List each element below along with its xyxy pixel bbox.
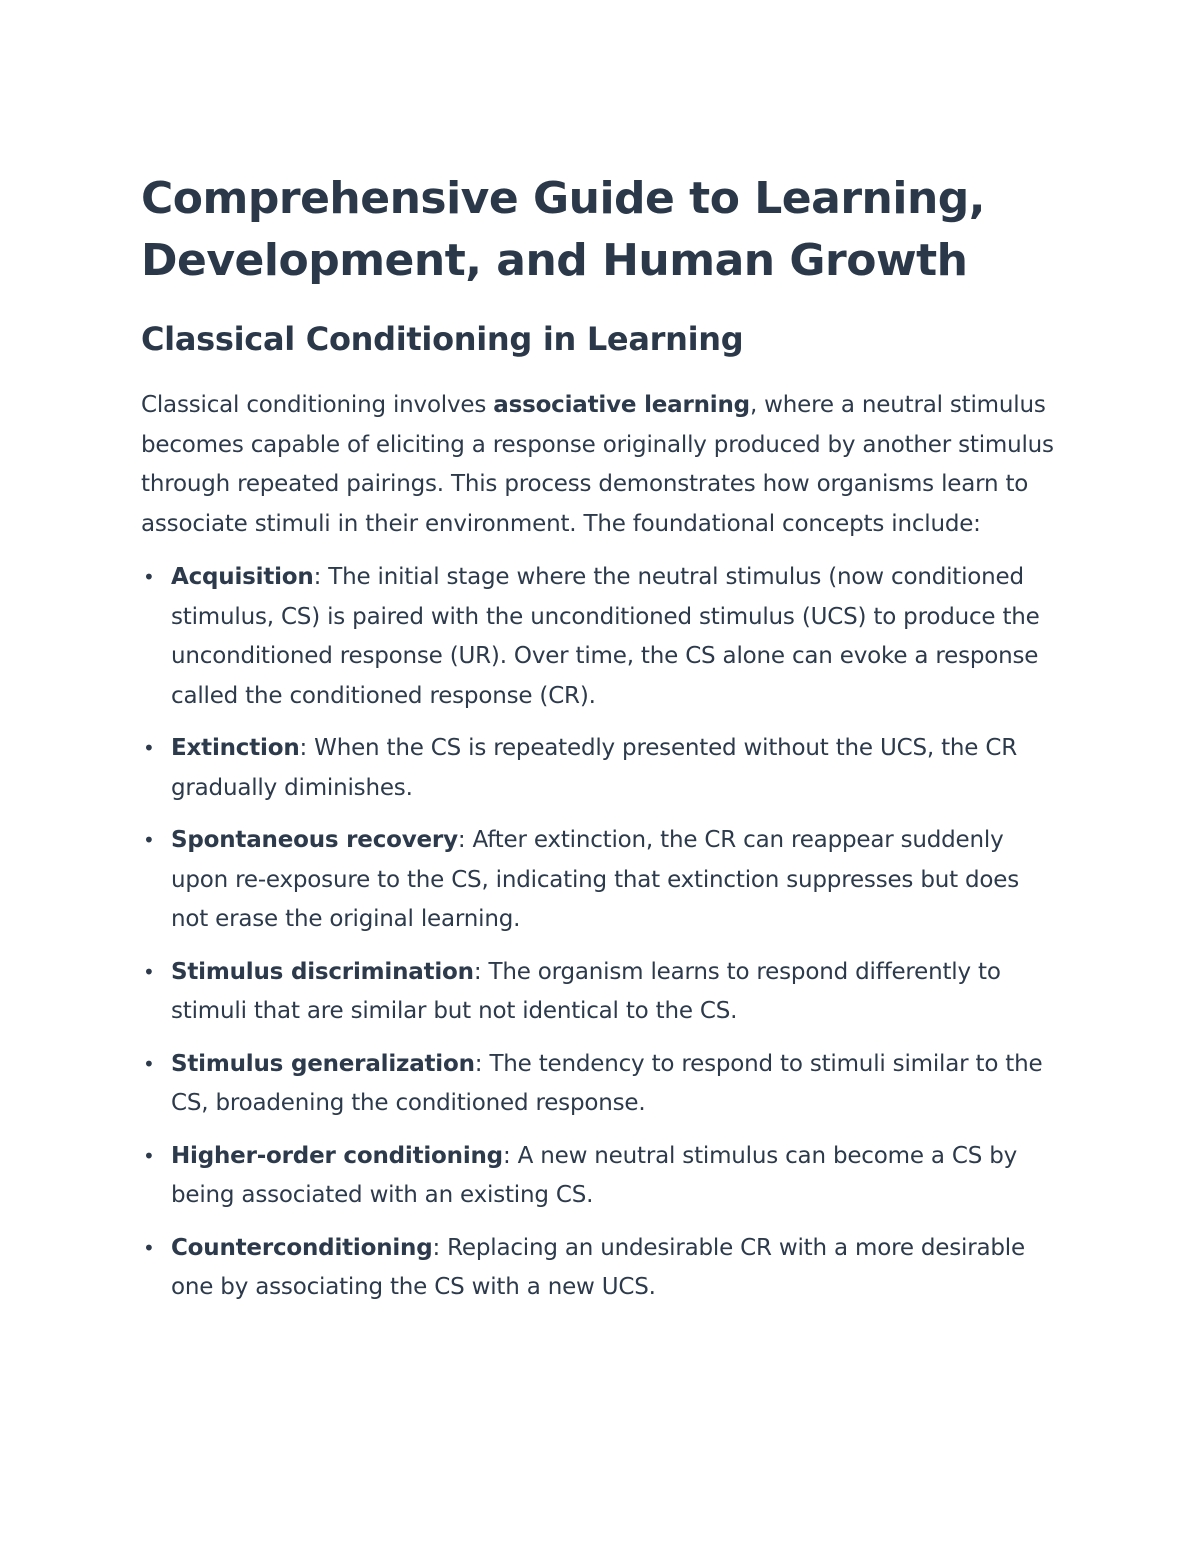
list-item-text: : A new neutral stimulus can become a CS by being associated with an existing CS. <box>171 1142 1018 1208</box>
list-item-term: Stimulus generalization <box>171 1050 475 1077</box>
list-item-term: Extinction <box>171 735 300 761</box>
list-item-term: Acquisition <box>171 564 314 590</box>
bullet-icon: • <box>143 959 155 984</box>
bullet-icon: • <box>143 1051 155 1076</box>
intro-text-after: , where a neutral stimulus becomes capable of eliciting a response originally produced by another stimulus through repeated pairings. This process demonstrates how organisms learn to associate stimuli in their environment. The foundational concepts include: <box>141 392 1054 537</box>
intro-paragraph <box>141 386 1061 544</box>
bullet-icon: • <box>143 1143 155 1168</box>
document-page <box>141 168 1061 1321</box>
list-item-text: : The tendency to respond to stimuli similar to the CS, broadening the conditioned response. <box>171 1050 1043 1116</box>
bullet-icon: • <box>143 565 155 589</box>
bullet-icon: • <box>143 736 155 760</box>
bullet-icon: • <box>143 828 155 852</box>
intro-text-before: Classical conditioning involves <box>141 392 494 418</box>
list-item-text: : The initial stage where the neutral stimulus (now conditioned stimulus, CS) is paired with the unconditioned stimulus (UCS) to produce the unconditioned response (UR). Over time, the CS alone can evoke a response called the conditioned response (CR). <box>171 564 1040 709</box>
list-item-text: : The organism learns to respond differently to stimuli that are similar but not identical to the CS. <box>171 958 1001 1024</box>
list-item-term: Spontaneous recovery <box>171 827 458 853</box>
bullet-icon: • <box>143 1235 155 1260</box>
list-item <box>141 1137 1061 1216</box>
list-item <box>141 1229 1061 1308</box>
document-title: Comprehensive Guide to Learning, Development, and Human Growth <box>141 173 985 286</box>
list-item <box>141 558 1061 716</box>
list-item <box>141 1045 1061 1124</box>
list-item-term: Higher-order conditioning <box>171 1142 503 1169</box>
section-heading: Classical Conditioning in Learning <box>141 320 744 358</box>
concepts-list <box>141 558 1061 1308</box>
list-item <box>141 729 1061 808</box>
list-item <box>141 821 1061 940</box>
list-item <box>141 953 1061 1032</box>
list-item-text: : When the CS is repeatedly presented without the UCS, the CR gradually diminishes. <box>171 735 1017 801</box>
list-item-text: : Replacing an undesirable CR with a more desirable one by associating the CS with a new UCS. <box>171 1234 1025 1300</box>
list-item-term: Counterconditioning <box>171 1234 433 1261</box>
list-item-text: : After extinction, the CR can reappear suddenly upon re-exposure to the CS, indicating that extinction suppresses but does not erase the original learning. <box>171 827 1020 932</box>
intro-bold-term: associative learning <box>493 392 750 418</box>
list-item-term: Stimulus discrimination <box>171 958 474 985</box>
